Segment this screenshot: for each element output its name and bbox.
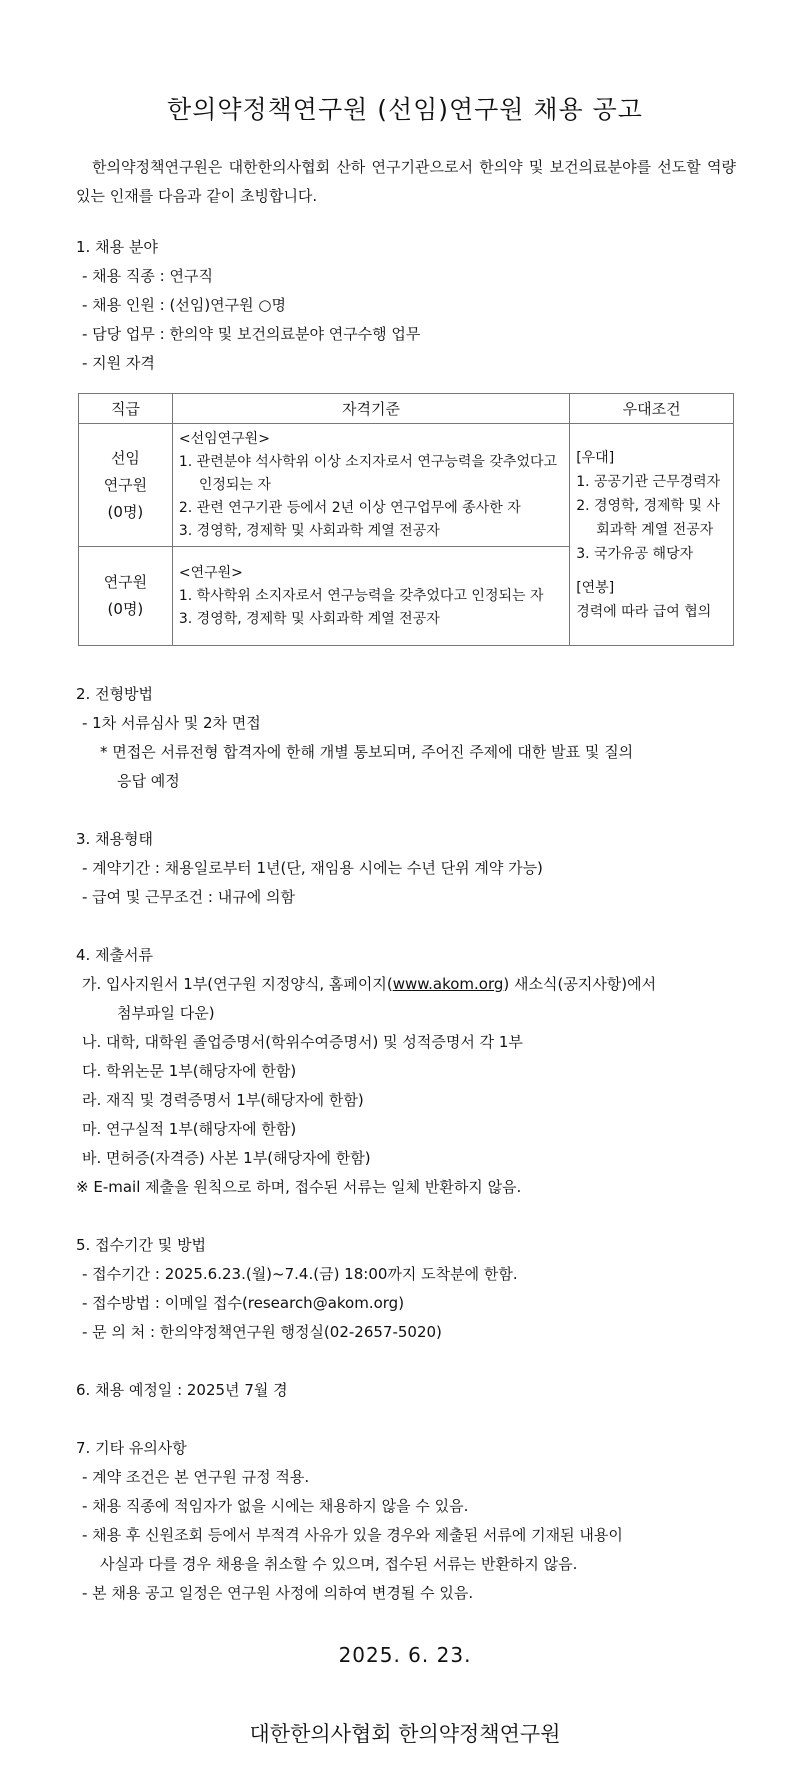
section-1-item: - 지원 자격 (82, 354, 155, 372)
section-2-heading: 2. 전형방법 (76, 685, 154, 703)
grade-senior: 선임 연구원 (0명) (79, 424, 173, 547)
section-6-heading: 6. 채용 예정일 : 2025년 7월 경 (76, 1381, 288, 1399)
page-title: 한의약정책연구원 (선임)연구원 채용 공고 (167, 95, 643, 124)
section-2-note-cont: 응답 예정 (117, 772, 180, 790)
section-4-item-a-cont: 첨부파일 다운) (117, 1004, 215, 1022)
section-4-item: 나. 대학, 대학원 졸업증명서(학위수여증명서) 및 성적증명서 각 1부 (82, 1033, 523, 1051)
section-5-heading: 5. 접수기간 및 방법 (76, 1236, 207, 1254)
section-4-item-a: 가. 입사지원서 1부(연구원 지정양식, 홈페이지(www.akom.org) 새소식(공지사항)에서 (82, 975, 657, 993)
criteria-researcher: <연구원> 1. 학사학위 소지자로서 연구능력을 갖추었다고 인정되는 자 3. 경영학, 경제학 및 사회과학 계열 전공자 (172, 547, 569, 646)
section-2-note: * 면접은 서류전형 합격자에 한해 개별 통보되며, 주어진 주제에 대한 발표 및 질의 (100, 743, 634, 761)
section-1-item: - 채용 직종 : 연구직 (82, 267, 213, 285)
section-5-item: - 접수방법 : 이메일 접수(research@akom.org) (82, 1294, 405, 1312)
section-1-heading: 1. 채용 분야 (76, 238, 158, 256)
section-7-item: - 본 채용 공고 일정은 연구원 사정에 의하여 변경될 수 있음. (82, 1584, 474, 1602)
section-4-heading: 4. 제출서류 (76, 946, 154, 964)
table-header-row (79, 394, 734, 424)
section-1-item: - 담당 업무 : 한의약 및 보건의료분야 연구수행 업무 (82, 325, 421, 343)
grade-researcher: 연구원 (0명) (79, 547, 173, 646)
section-5-item: - 접수기간 : 2025.6.23.(월)~7.4.(금) 18:00까지 도착분에 한함. (82, 1265, 518, 1283)
section-7-item: - 채용 직종에 적임자가 없을 시에는 채용하지 않을 수 있음. (82, 1497, 469, 1515)
homepage-link[interactable]: www.akom.org (392, 975, 504, 993)
section-4-item: 마. 연구실적 1부(해당자에 한함) (82, 1120, 297, 1138)
section-2-item: - 1차 서류심사 및 2차 면접 (82, 714, 261, 732)
section-4-item: 다. 학위논문 1부(해당자에 한함) (82, 1062, 297, 1080)
organization-name: 대한한의사협회 한의약정책연구원 (249, 1722, 561, 1746)
section-1-item: - 채용 인원 : (선임)연구원 ○명 (82, 296, 287, 314)
header-preference: 우대조건 (570, 394, 734, 424)
section-4-item: 라. 재직 및 경력증명서 1부(해당자에 한함) (82, 1091, 364, 1109)
section-7-item-cont: 사실과 다를 경우 채용을 취소할 수 있으며, 접수된 서류는 반환하지 않음. (100, 1555, 578, 1573)
criteria-senior: <선임연구원> 1. 관련분야 석사학위 이상 소지자로서 연구능력을 갖추었다고 인정되는 자 2. 관련 연구기관 등에서 2년 이상 연구업무에 종사한 자 3. 경영학, 경제학 및 사회과학 계열 전공자 (172, 424, 569, 547)
notice-date: 2025. 6. 23. (338, 1643, 472, 1667)
section-7-item: - 채용 후 신원조회 등에서 부적격 사유가 있을 경우와 제출된 서류에 기재된 내용이 (82, 1526, 623, 1544)
section-3-item: - 급여 및 근무조건 : 내규에 의함 (82, 888, 295, 906)
section-3-item: - 계약기간 : 채용일로부터 1년(단, 재임용 시에는 수년 단위 계약 가능) (82, 859, 543, 877)
section-4-item: 바. 면허증(자격증) 사본 1부(해당자에 한함) (82, 1149, 371, 1167)
header-criteria: 자격기준 (172, 394, 569, 424)
header-grade: 직급 (79, 394, 173, 424)
section-3-heading: 3. 채용형태 (76, 830, 154, 848)
qualification-table (78, 393, 734, 646)
table-row (79, 424, 734, 547)
section-7-item: - 계약 조건은 본 연구원 규정 적용. (82, 1468, 310, 1486)
section-5-item: - 문 의 처 : 한의약정책연구원 행정실(02-2657-5020) (82, 1323, 442, 1341)
section-7-heading: 7. 기타 유의사항 (76, 1439, 187, 1457)
intro-paragraph: 한의약정책연구원은 대한한의사협회 산하 연구기관으로서 한의약 및 보건의료분야를 선도할 역량 있는 인재를 다음과 같이 초빙합니다. (76, 158, 736, 205)
section-4-note: ※ E-mail 제출을 원칙으로 하며, 접수된 서류는 일체 반환하지 않음. (76, 1178, 522, 1196)
preference-cell: [우대] 1. 공공기관 근무경력자 2. 경영학, 경제학 및 사회과학 계열 전공자 3. 국가유공 해당자 [연봉] 경력에 따라 급여 협의 (570, 424, 734, 646)
